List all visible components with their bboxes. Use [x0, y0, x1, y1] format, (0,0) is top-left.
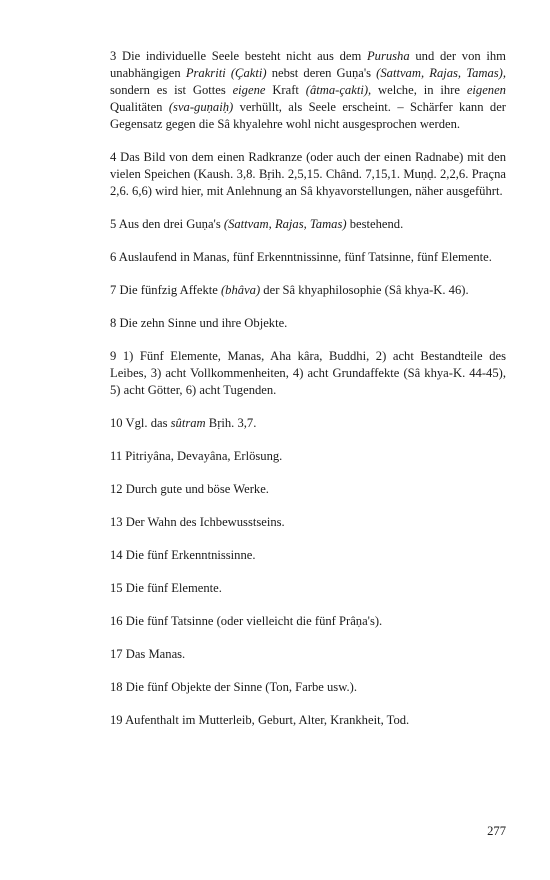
- footnote-text: welche, in ihre: [371, 83, 467, 97]
- footnote-number: 3: [110, 49, 117, 63]
- footnote-italic-text: Purusha: [366, 49, 410, 63]
- footnote-italic-text: Prakriti (Çakti): [185, 66, 267, 80]
- footnote-18: [110, 679, 506, 696]
- footnote-11: [110, 448, 506, 465]
- footnote-text: Die fünf Erkenntnissinne.: [125, 548, 256, 562]
- footnote-italic-text: (Sattvam, Rajas, Tamas): [223, 217, 347, 231]
- footnote-9: [110, 348, 506, 399]
- footnote-number: 12: [110, 482, 123, 496]
- footnote-text: Die fünf Objekte der Sinne (Ton, Farbe usw.).: [125, 680, 357, 694]
- footnote-7: [110, 282, 506, 299]
- footnote-italic-text: (bhâva): [220, 283, 261, 297]
- footnote-italic-text: (Sattvam, Rajas, Tamas),: [376, 66, 507, 80]
- footnote-text: Der Wahn des Ichbewusstseins.: [125, 515, 285, 529]
- footnote-17: [110, 646, 506, 663]
- footnote-number: 16: [110, 614, 123, 628]
- footnote-3: [110, 48, 506, 133]
- footnote-number: 10: [110, 416, 123, 430]
- footnote-text: Die individuelle Seele besteht nicht aus dem: [122, 49, 367, 63]
- footnote-text: bestehend.: [346, 217, 404, 231]
- footnote-number: 7: [110, 283, 117, 297]
- footnotes-column: [110, 48, 506, 745]
- footnote-number: 8: [110, 316, 117, 330]
- footnote-text: Pitriyâna, Devayâna, Erlösung.: [125, 449, 283, 463]
- footnote-text: Bṛih. 3,7.: [205, 416, 257, 430]
- footnote-19: [110, 712, 506, 729]
- footnote-16: [110, 613, 506, 630]
- footnote-number: 14: [110, 548, 123, 562]
- footnote-15: [110, 580, 506, 597]
- footnote-text: Aufenthalt im Mutterleib, Geburt, Alter, Krankheit, Tod.: [125, 713, 410, 727]
- footnote-number: 15: [110, 581, 123, 595]
- footnote-text: Das Manas.: [125, 647, 186, 661]
- footnote-text: Die fünf Elemente.: [125, 581, 222, 595]
- footnote-italic-text: eigene: [232, 83, 266, 97]
- footnote-text: Durch gute und böse Werke.: [125, 482, 269, 496]
- footnote-italic-text: (sva-guṇaiḥ): [168, 100, 234, 114]
- footnote-5: [110, 216, 506, 233]
- footnote-number: 11: [110, 449, 123, 463]
- footnote-6: [110, 249, 506, 266]
- footnote-number: 5: [110, 217, 117, 231]
- footnote-text: Auslaufend in Manas, fünf Erkenntnissinne, fünf Tatsinne, fünf Elemente.: [118, 250, 492, 264]
- footnote-number: 13: [110, 515, 123, 529]
- footnote-text: Das Bild von dem einen Radkranze (oder auch der einen Radnabe) mit den vielen Speichen (Kaush. 3,8. Bṛih. 2,5,15. Chând. 7,15,1. Muṇḍ. 2,2,6. Praçna 2,6. 6,6) wird hier, mit Anlehnung an Sâ khyavorstellungen, näher ausgeführt.: [110, 150, 506, 198]
- footnote-text: Die zehn Sinne und ihre Objekte.: [119, 316, 288, 330]
- footnote-italic-text: eigenen: [466, 83, 506, 97]
- footnote-text: Die fünf Tatsinne (oder vielleicht die fünf Prâṇa's).: [125, 614, 383, 628]
- footnote-text: Vgl. das: [125, 416, 171, 430]
- footnote-text: der Sâ khyaphilosophie (Sâ khya-K. 46).: [260, 283, 469, 297]
- footnote-number: 19: [110, 713, 123, 727]
- footnote-10: [110, 415, 506, 432]
- footnote-text: verhüllt, als Seele erscheint. – Schärfer kann der Gegensatz gegen die Sâ khyalehre wohl nicht ausgesprochen werden.: [110, 100, 506, 131]
- footnote-number: 4: [110, 150, 117, 164]
- footnote-14: [110, 547, 506, 564]
- footnote-italic-text: sûtram: [170, 416, 206, 430]
- footnote-number: 17: [110, 647, 123, 661]
- footnote-text: und der von ihm unabhängigen: [110, 49, 506, 80]
- footnote-number: 6: [110, 250, 117, 264]
- footnote-4: [110, 149, 506, 200]
- footnote-8: [110, 315, 506, 332]
- footnote-number: 18: [110, 680, 123, 694]
- footnote-13: [110, 514, 506, 531]
- footnote-text: sondern es ist Gottes: [110, 83, 233, 97]
- page-number: 277: [487, 824, 506, 838]
- footnote-12: [110, 481, 506, 498]
- footnote-text: Qualitäten: [110, 100, 169, 114]
- footnote-text: Die fünfzig Affekte: [119, 283, 221, 297]
- footnote-number: 9: [110, 349, 117, 363]
- footnote-text: Aus den drei Guṇa's: [118, 217, 224, 231]
- footnote-text: Kraft: [265, 83, 306, 97]
- footnote-text: nebst deren Guṇa's: [266, 66, 377, 80]
- footnote-italic-text: (âtma-çakti),: [305, 83, 372, 97]
- footnote-text: 1) Fünf Elemente, Manas, Aha kâra, Buddhi, 2) acht Bestandteile des Leibes, 3) acht Vollkommenheiten, 4) acht Grundaffekte (Sâ khya-K. 44-45), 5) acht Götter, 6) acht Tugenden.: [110, 349, 506, 397]
